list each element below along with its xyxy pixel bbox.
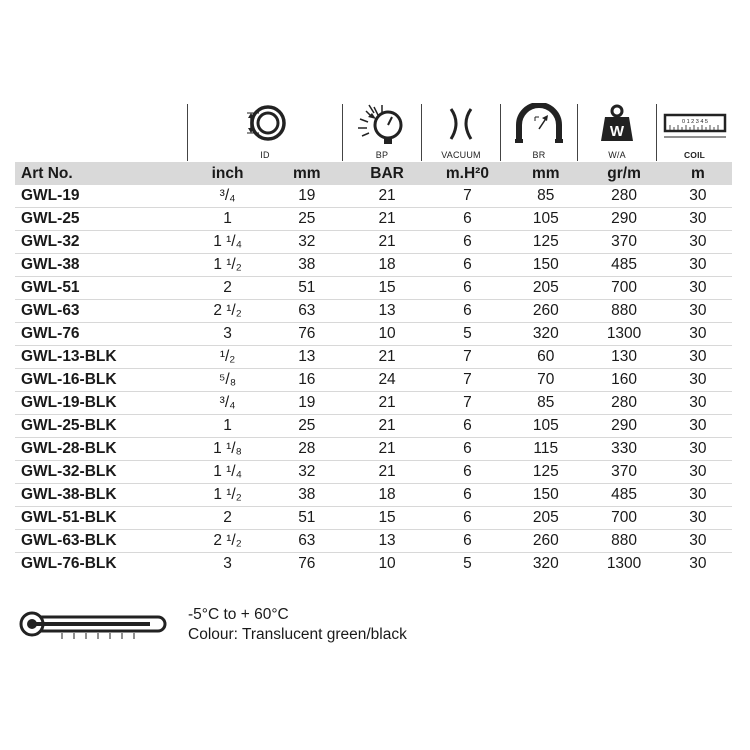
weight-cell: 280: [584, 185, 663, 208]
vacuum-cell: 7: [428, 346, 507, 369]
mm-cell: 63: [267, 300, 346, 323]
bend-radius-cell: 320: [507, 323, 584, 346]
art-no-cell: GWL-28-BLK: [15, 438, 188, 461]
weight-cell: 160: [584, 369, 663, 392]
icon-separator: [187, 104, 188, 161]
table-header-row: [15, 162, 732, 185]
art-no-cell: GWL-19-BLK: [15, 392, 188, 415]
bend-radius-cell: 105: [507, 415, 584, 438]
weight-cell: 290: [584, 415, 663, 438]
bend-radius-cell: 70: [507, 369, 584, 392]
art-no-cell: GWL-19: [15, 185, 188, 208]
inch-cell: 3: [188, 323, 267, 346]
coil-cell: 30: [664, 507, 732, 530]
inch-cell: 2 ¹/₂: [188, 300, 267, 323]
id-label: ID: [260, 150, 270, 160]
bar-cell: 21: [346, 231, 427, 254]
coil-cell: 30: [664, 530, 732, 553]
table-row: [15, 461, 732, 484]
bend-radius-cell: 85: [507, 392, 584, 415]
bp-column-icon: [343, 103, 421, 161]
colour-note: Colour: Translucent green/black: [188, 626, 407, 643]
bend-radius-cell: 60: [507, 346, 584, 369]
weight-cell: 700: [584, 507, 663, 530]
mm-cell: 25: [267, 415, 346, 438]
inch-cell: 1 ¹/₂: [188, 484, 267, 507]
vacuum-cell: 6: [428, 254, 507, 277]
vacuum-cell: 6: [428, 300, 507, 323]
art-no-cell: GWL-63-BLK: [15, 530, 188, 553]
mm-cell: 63: [267, 530, 346, 553]
coil-cell: 30: [664, 369, 732, 392]
mm-cell: 38: [267, 484, 346, 507]
art-no-cell: GWL-38: [15, 254, 188, 277]
header-inch: inch: [188, 162, 267, 185]
mm-cell: 51: [267, 507, 346, 530]
inch-cell: 1 ¹/₄: [188, 231, 267, 254]
mm-cell: 19: [267, 392, 346, 415]
bar-cell: 15: [346, 507, 427, 530]
table-row: [15, 300, 732, 323]
vacuum-cell: 6: [428, 231, 507, 254]
vacuum-cell: 6: [428, 415, 507, 438]
burst-pressure-icon: [352, 103, 412, 147]
bar-cell: 10: [346, 323, 427, 346]
vacuum-cell: 6: [428, 208, 507, 231]
bend-radius-cell: 150: [507, 254, 584, 277]
coil-cell: 30: [689, 555, 707, 572]
inch-cell: 2 ¹/₂: [188, 530, 267, 553]
coil-scale: 0 1 2 3 4 5: [681, 119, 708, 125]
bend-radius-cell: 205: [507, 507, 584, 530]
icon-separator: [342, 104, 343, 161]
inch-cell: ³/₄: [188, 185, 267, 208]
table-row: [15, 507, 732, 530]
wa-label: W/A: [608, 150, 626, 160]
coil-cell: 30: [664, 208, 732, 231]
inch-cell: 1 ¹/₈: [188, 438, 267, 461]
bar-cell: 24: [346, 369, 427, 392]
mm-cell: 19: [267, 185, 346, 208]
weight-cell: 370: [584, 231, 663, 254]
br-label: BR: [532, 150, 546, 160]
mm-cell: 76: [298, 555, 316, 572]
inch-cell: 1: [188, 208, 267, 231]
bend-radius-cell: 205: [507, 277, 584, 300]
art-no-cell: GWL-76: [15, 323, 188, 346]
mm-cell: 25: [267, 208, 346, 231]
vacuum-cell: 6: [428, 461, 507, 484]
vacuum-cell: 7: [428, 369, 507, 392]
inch-cell: 1 ¹/₄: [188, 461, 267, 484]
bar-cell: 13: [346, 300, 427, 323]
bend-radius-cell: 125: [507, 461, 584, 484]
weight-cell: 1300: [584, 323, 663, 346]
art-no-cell: GWL-25: [15, 208, 188, 231]
bar-cell: 21: [346, 438, 427, 461]
icon-separator: [421, 104, 422, 161]
art-no-cell: GWL-51-BLK: [15, 507, 188, 530]
bar-cell: 21: [346, 461, 427, 484]
inch-cell: ³/₄: [188, 392, 267, 415]
temperature-range: -5°C to + 60°C: [188, 606, 289, 623]
weight-glyph: W: [609, 123, 625, 140]
art-no-cell: GWL-38-BLK: [15, 484, 188, 507]
art-no-cell: GWL-25-BLK: [15, 415, 188, 438]
vacuum-cell: 6: [428, 507, 507, 530]
inch-cell: 3: [223, 555, 232, 572]
weight-cell: 880: [584, 530, 663, 553]
thermometer-icon: [18, 606, 168, 642]
header-mm: mm: [267, 162, 346, 185]
inch-cell: ¹/₂: [188, 346, 267, 369]
coil-cell: 30: [664, 323, 732, 346]
art-no-cell: GWL-32: [15, 231, 188, 254]
table-row: [15, 208, 732, 231]
table-row: [15, 530, 732, 553]
mm-cell: 76: [267, 323, 346, 346]
weight-cell: 485: [584, 484, 663, 507]
bar-cell: 18: [346, 484, 427, 507]
vacuum-cell: 5: [428, 323, 507, 346]
weight-cell: 1300: [606, 555, 642, 572]
weight-cell: 370: [584, 461, 663, 484]
bend-radius-cell: 260: [507, 530, 584, 553]
bend-radius-cell: 260: [507, 300, 584, 323]
bend-radius-cell: 320: [532, 555, 559, 572]
bar-cell: 10: [378, 555, 396, 572]
inch-cell: 1: [188, 415, 267, 438]
inch-cell: ⁵/₈: [188, 369, 267, 392]
bend-radius-cell: 85: [507, 185, 584, 208]
table-row: [15, 346, 732, 369]
coil-cell: 30: [664, 346, 732, 369]
mm-cell: 16: [267, 369, 346, 392]
header-bar: BAR: [346, 162, 427, 185]
inch-cell: 2: [188, 277, 267, 300]
weight-cell: 130: [584, 346, 663, 369]
table-row: [15, 438, 732, 461]
vacuum-column-icon: [422, 103, 500, 161]
inch-cell: 2: [188, 507, 267, 530]
footer-text: [188, 605, 407, 645]
table-row: [15, 553, 732, 576]
header-coil: m: [664, 162, 732, 185]
coil-cell: 30: [664, 300, 732, 323]
vacuum-cell: 6: [428, 438, 507, 461]
inch-cell: 1 ¹/₂: [188, 254, 267, 277]
bar-cell: 18: [346, 254, 427, 277]
coil-cell: 30: [664, 392, 732, 415]
table-row: [15, 277, 732, 300]
id-column-icon: [188, 103, 342, 161]
vacuum-cell: 7: [428, 185, 507, 208]
table-row: [15, 392, 732, 415]
mm-cell: 32: [267, 461, 346, 484]
coil-cell: 30: [664, 415, 732, 438]
bar-cell: 21: [346, 415, 427, 438]
weight-cell: 880: [584, 300, 663, 323]
weight-cell: 485: [584, 254, 663, 277]
icon-separator: [500, 104, 501, 161]
art-no-cell: GWL-63: [15, 300, 188, 323]
vacuum-cell: 6: [428, 277, 507, 300]
weight-cell: 290: [584, 208, 663, 231]
table-row: [15, 484, 732, 507]
mm-cell: 13: [267, 346, 346, 369]
table-row: [15, 185, 732, 208]
header-weight: gr/m: [584, 162, 663, 185]
mm-cell: 28: [267, 438, 346, 461]
coil-cell: 30: [664, 185, 732, 208]
vacuum-cell: 5: [463, 555, 472, 572]
bend-radius-icon: [511, 103, 567, 147]
bar-cell: 15: [346, 277, 427, 300]
bar-cell: 21: [346, 346, 427, 369]
table-row: [15, 323, 732, 346]
table-body: [15, 185, 732, 575]
vacuum-label: VACUUM: [441, 150, 481, 160]
art-no-cell: GWL-76-BLK: [21, 555, 117, 572]
table-row: [15, 231, 732, 254]
bend-radius-cell: 150: [507, 484, 584, 507]
header-bend-radius: mm: [507, 162, 584, 185]
weight-icon: [597, 103, 637, 147]
art-no-cell: GWL-32-BLK: [15, 461, 188, 484]
spec-table: [15, 162, 732, 575]
table-row: [15, 369, 732, 392]
vacuum-cell: 6: [428, 530, 507, 553]
bar-cell: 13: [346, 530, 427, 553]
vacuum-cell: 6: [428, 484, 507, 507]
mm-cell: 51: [267, 277, 346, 300]
bend-radius-cell: 125: [507, 231, 584, 254]
table-row: [15, 254, 732, 277]
vacuum-icon: [441, 103, 481, 147]
bend-radius-cell: 105: [507, 208, 584, 231]
coil-cell: 30: [664, 461, 732, 484]
coil-length-icon: [662, 103, 728, 147]
bar-cell: 21: [346, 392, 427, 415]
inner-diameter-icon: [235, 103, 295, 145]
mm-cell: 38: [267, 254, 346, 277]
art-no-cell: GWL-13-BLK: [15, 346, 188, 369]
bar-cell: 21: [346, 185, 427, 208]
weight-cell: 280: [584, 392, 663, 415]
coil-cell: 30: [664, 277, 732, 300]
header-art-no: Art No.: [15, 162, 188, 185]
wa-column-icon: [578, 103, 656, 161]
coil-cell: 30: [664, 231, 732, 254]
bar-cell: 21: [346, 208, 427, 231]
icon-header-row: [0, 103, 750, 161]
weight-cell: 700: [584, 277, 663, 300]
table-row: [15, 415, 732, 438]
icon-separator: [656, 104, 657, 161]
bend-radius-cell: 115: [507, 438, 584, 461]
coil-column-icon: [657, 103, 732, 161]
bp-label: BP: [375, 150, 389, 160]
coil-label: COIL: [683, 150, 706, 160]
weight-cell: 330: [584, 438, 663, 461]
mm-cell: 32: [267, 231, 346, 254]
coil-cell: 30: [664, 254, 732, 277]
vacuum-cell: 7: [428, 392, 507, 415]
header-vacuum: m.H²0: [428, 162, 507, 185]
art-no-cell: GWL-16-BLK: [15, 369, 188, 392]
coil-cell: 30: [664, 438, 732, 461]
br-column-icon: [501, 103, 577, 161]
art-no-cell: GWL-51: [15, 277, 188, 300]
icon-separator: [577, 104, 578, 161]
coil-cell: 30: [664, 484, 732, 507]
